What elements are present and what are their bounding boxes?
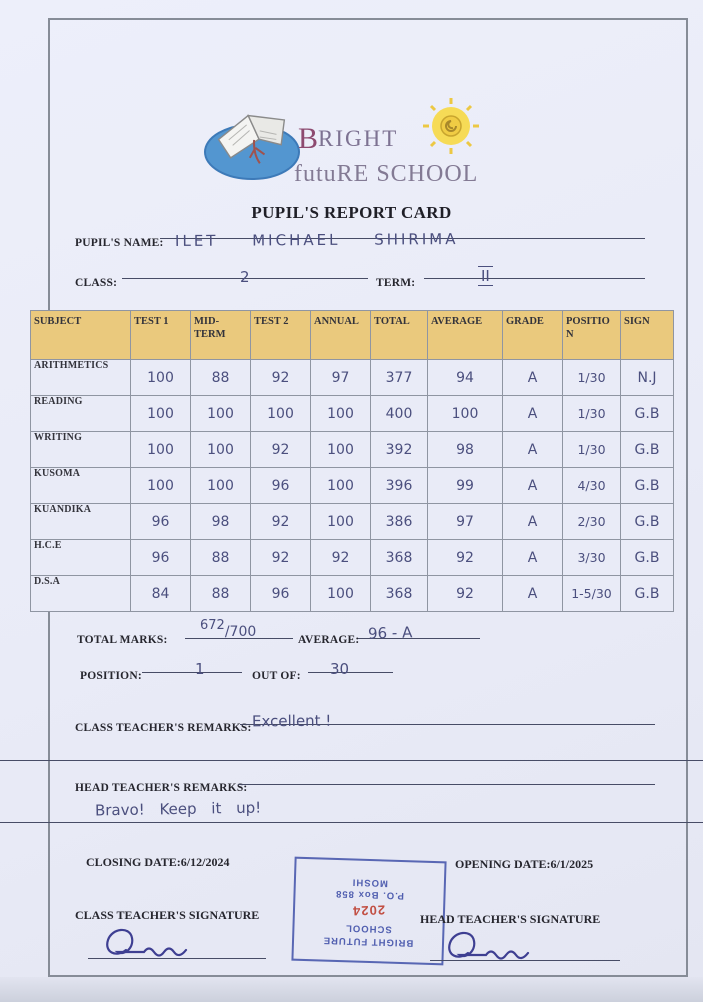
subject-cell: KUSOMA — [31, 468, 131, 504]
mark-cell: 98 — [428, 432, 503, 468]
table-row — [31, 576, 674, 612]
average-value: 96 - A — [367, 623, 413, 643]
mark-cell: 92 — [428, 576, 503, 612]
class-teacher-remarks-label: CLASS TEACHER'S REMARKS: — [75, 722, 252, 734]
col-header-position: POSITION — [563, 311, 621, 360]
col-header-test1: TEST 1 — [131, 311, 191, 360]
mark-cell: 92 — [251, 432, 311, 468]
mark-cell: 392 — [371, 432, 428, 468]
mark-cell: 96 — [131, 540, 191, 576]
total-marks-value — [200, 618, 257, 640]
mark-cell: 386 — [371, 504, 428, 540]
closing-date-value: 6/12/2024 — [180, 855, 230, 869]
mark-cell: 100 — [311, 432, 371, 468]
position-value: 1 — [195, 660, 205, 678]
stamp-year: 2024 — [352, 902, 386, 920]
mark-cell: 88 — [191, 576, 251, 612]
col-header-total: TOTAL — [371, 311, 428, 360]
sign-cell: G.B — [621, 468, 674, 504]
out-of-value: 30 — [330, 660, 350, 678]
col-header-test2: TEST 2 — [251, 311, 311, 360]
logo-future-school-text: futuRE SCHOOL — [294, 161, 479, 187]
out-of-line — [308, 672, 393, 673]
grade-cell: A — [503, 576, 563, 612]
position-cell: 1/30 — [563, 396, 621, 432]
mark-cell: 100 — [311, 576, 371, 612]
mark-cell: 99 — [428, 468, 503, 504]
table-row — [31, 540, 674, 576]
sign-cell: G.B — [621, 504, 674, 540]
mark-cell: 100 — [311, 396, 371, 432]
table-header-row — [31, 311, 674, 360]
mark-cell: 88 — [191, 540, 251, 576]
sign-cell: G.B — [621, 396, 674, 432]
sign-cell: G.B — [621, 432, 674, 468]
grade-cell: A — [503, 396, 563, 432]
mark-cell: 100 — [131, 468, 191, 504]
position-cell: 1/30 — [563, 360, 621, 396]
mark-cell: 377 — [371, 360, 428, 396]
head-teacher-remarks-label: HEAD TEACHER'S REMARKS: — [75, 782, 248, 794]
stamp-city: MOSHI — [351, 876, 389, 889]
opening-date-label: OPENING DATE: — [455, 857, 551, 871]
pupil-name-label: PUPIL'S NAME: — [75, 237, 164, 249]
opening-date-value: 6/1/2025 — [550, 857, 594, 871]
mark-cell: 100 — [131, 360, 191, 396]
col-header-grade: GRADE — [503, 311, 563, 360]
subject-cell: D.S.A — [31, 576, 131, 612]
col-header-midterm: MID-TERM — [191, 311, 251, 360]
grade-cell: A — [503, 468, 563, 504]
mark-cell: 368 — [371, 540, 428, 576]
position-cell: 3/30 — [563, 540, 621, 576]
class-value: 2 — [240, 268, 250, 286]
head-teacher-remarks-line — [238, 784, 655, 785]
marks-table — [30, 310, 674, 612]
page-bottom-shadow — [0, 977, 703, 1002]
out-of-label: OUT OF: — [252, 670, 301, 682]
mark-cell: 100 — [191, 396, 251, 432]
mark-cell: 94 — [428, 360, 503, 396]
table-row — [31, 432, 674, 468]
stamp-school-name-line1: BRIGHT FUTURE — [322, 934, 414, 949]
term-value: II — [478, 266, 493, 286]
mark-cell: 98 — [191, 504, 251, 540]
mark-cell: 92 — [251, 540, 311, 576]
grade-cell: A — [503, 540, 563, 576]
position-line — [142, 672, 242, 673]
mark-cell: 97 — [311, 360, 371, 396]
col-header-subject: SUBJECT — [31, 311, 131, 360]
grade-cell: A — [503, 504, 563, 540]
opening-date — [455, 857, 593, 872]
position-cell: 2/30 — [563, 504, 621, 540]
subject-cell: KUANDIKA — [31, 504, 131, 540]
sun-icon — [423, 98, 479, 154]
closing-date-label: CLOSING DATE: — [86, 855, 181, 869]
mark-cell: 100 — [428, 396, 503, 432]
divider-line — [0, 822, 703, 823]
mark-cell: 92 — [428, 540, 503, 576]
page-title: PUPIL'S REPORT CARD — [251, 203, 452, 222]
mark-cell: 96 — [251, 576, 311, 612]
mark-cell: 96 — [131, 504, 191, 540]
class-label: CLASS: — [75, 277, 118, 289]
position-label: POSITION: — [80, 670, 142, 682]
school-logo-art — [198, 88, 508, 198]
mark-cell: 100 — [131, 432, 191, 468]
stamp-po-box: P.O. Box 858 — [334, 888, 405, 902]
mark-cell: 92 — [251, 360, 311, 396]
school-logo — [198, 88, 508, 198]
mark-cell: 100 — [191, 468, 251, 504]
table-row — [31, 468, 674, 504]
class-teacher-remarks-value: Excellent ! — [251, 711, 332, 731]
logo-bright-text: RIGHT — [318, 126, 399, 151]
mark-cell: 84 — [131, 576, 191, 612]
pupil-name-value: ILET MICHAEL SHIRIMA — [174, 230, 459, 250]
grade-cell: A — [503, 360, 563, 396]
col-header-annual: ANNUAL — [311, 311, 371, 360]
class-teacher-signature-label: CLASS TEACHER'S SIGNATURE — [75, 908, 260, 922]
average-label: AVERAGE: — [298, 634, 360, 646]
mark-cell: 92 — [251, 504, 311, 540]
sign-cell: G.B — [621, 540, 674, 576]
grade-cell: A — [503, 432, 563, 468]
head-teacher-signature-label: HEAD TEACHER'S SIGNATURE — [420, 912, 601, 926]
total-marks-denominator: /700 — [224, 624, 257, 640]
head-teacher-remarks-value: Bravo! Keep it up! — [94, 798, 262, 820]
total-marks-label: TOTAL MARKS: — [77, 634, 168, 646]
mark-cell: 100 — [311, 504, 371, 540]
sign-cell: G.B — [621, 576, 674, 612]
subject-cell: WRITING — [31, 432, 131, 468]
stamp-school-name-line2: SCHOOL — [344, 922, 392, 936]
term-line — [424, 278, 645, 279]
position-cell: 4/30 — [563, 468, 621, 504]
school-stamp — [291, 857, 446, 966]
subject-cell: ARITHMETICS — [31, 360, 131, 396]
logo-letter-b: B — [298, 122, 319, 155]
class-teacher-signature-line — [88, 958, 266, 959]
mark-cell: 97 — [428, 504, 503, 540]
subject-cell: READING — [31, 396, 131, 432]
col-header-average: AVERAGE — [428, 311, 503, 360]
mark-cell: 396 — [371, 468, 428, 504]
table-row — [31, 504, 674, 540]
col-header-sign: SIGN — [621, 311, 674, 360]
position-cell: 1-5/30 — [563, 576, 621, 612]
term-label: TERM: — [376, 277, 416, 289]
mark-cell: 100 — [131, 396, 191, 432]
mark-cell: 88 — [191, 360, 251, 396]
closing-date — [86, 855, 229, 870]
total-marks-numerator: 672 — [200, 618, 225, 633]
mark-cell: 100 — [311, 468, 371, 504]
mark-cell: 92 — [311, 540, 371, 576]
table-row — [31, 360, 674, 396]
divider-line — [0, 760, 703, 761]
table-row — [31, 396, 674, 432]
mark-cell: 368 — [371, 576, 428, 612]
sign-cell: N.J — [621, 360, 674, 396]
head-teacher-signature-line — [430, 960, 620, 961]
mark-cell: 96 — [251, 468, 311, 504]
mark-cell: 400 — [371, 396, 428, 432]
mark-cell: 100 — [191, 432, 251, 468]
position-cell: 1/30 — [563, 432, 621, 468]
subject-cell: H.C.E — [31, 540, 131, 576]
mark-cell: 100 — [251, 396, 311, 432]
